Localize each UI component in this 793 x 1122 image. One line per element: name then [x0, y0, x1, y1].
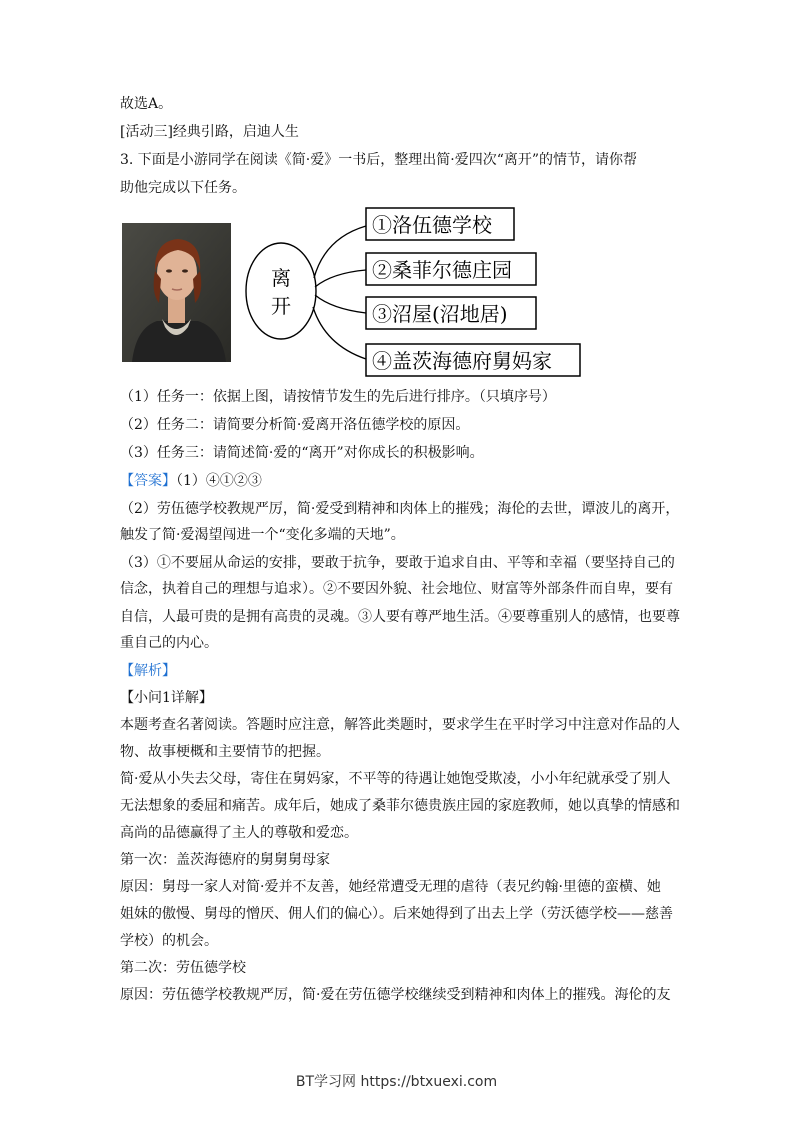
analysis-subhead: 第一次：盖茨海德府的舅舅舅母家: [120, 852, 330, 868]
center-label-top: 离: [271, 266, 291, 290]
text-line: 故选A。: [120, 96, 173, 112]
answer-text: 自信，人最可贵的是拥有高贵的灵魂。③人要有尊严地生活。④要尊重别人的感情，也要尊: [120, 609, 680, 625]
answer-text: （2）劳伍德学校教规严厉，简·爱受到精神和肉体上的摧残；海伦的去世，谭波儿的离开，: [120, 501, 680, 517]
task-item: （2）任务二：请简要分析简·爱离开洛伍德学校的原因。: [120, 417, 470, 433]
activity-heading: [活动三]经典引路，启迪人生: [120, 124, 299, 140]
connector-line: [315, 295, 366, 313]
footer-watermark: BT学习网 https://btxuexi.com: [295, 1074, 498, 1090]
event-label: ④盖茨海德府舅妈家: [372, 349, 552, 373]
analysis-text: 简·爱从小失去父母，寄住在舅妈家，不平等的待遇让她饱受欺凌，小小年纪就承受了别人: [120, 771, 671, 787]
task-item: （3）任务三：请简述简·爱的“离开”对你成长的积极影响。: [120, 445, 484, 461]
answer-text: （1）④①②③: [176, 473, 262, 489]
answer-text: 信念，执着自己的理想与追求）。②不要因外貌、社会地位、财富等外部条件而自卑，要有: [120, 581, 673, 597]
connector-line: [315, 270, 366, 287]
event-label: ①洛伍德学校: [372, 213, 492, 237]
analysis-text: 学校）的机会。: [120, 933, 218, 949]
event-label: ③沼屋(沼地居): [372, 302, 508, 326]
answer-tag: 【答案】: [120, 473, 176, 489]
analysis-text: 物、故事梗概和主要情节的把握。: [120, 744, 330, 760]
analysis-text: 无法想象的委屈和痛苦。成年后，她成了桑菲尔德贵族庄园的家庭教师，她以真挚的情感和: [120, 798, 680, 814]
analysis-text: 高尚的品德赢得了主人的尊敬和爱恋。: [120, 825, 358, 841]
question-text: 3. 下面是小游同学在阅读《简·爱》一书后，整理出简·爱四次“离开”的情节，请你帮: [120, 152, 638, 168]
leaving-diagram: [120, 203, 590, 381]
analysis-tag: 【解析】: [120, 663, 176, 679]
answer-line: [120, 472, 680, 490]
connector-line: [313, 307, 366, 359]
analysis-text: 姐妹的傲慢、舅母的憎厌、佣人们的偏心）。后来她得到了出去上学（劳沃德学校——慈善: [120, 906, 673, 922]
analysis-subhead: 第二次：劳伍德学校: [120, 960, 246, 976]
answer-text: （3）①不要屈从命运的安排，要敢于抗争，要敢于追求自由、平等和幸福（要坚持自己的: [120, 555, 675, 571]
answer-text: 触发了简·爱渴望闯进一个“变化多端的天地”。: [120, 527, 405, 543]
question-text: 助他完成以下任务。: [120, 180, 246, 196]
task-item: （1）任务一：依据上图，请按情节发生的先后进行排序。（只填序号）: [120, 389, 556, 405]
center-oval: [246, 243, 316, 339]
analysis-text: 原因：劳伍德学校教规严厉，简·爱在劳伍德学校继续受到精神和肉体上的摧残。海伦的友: [120, 987, 671, 1003]
answer-text: 重自己的内心。: [120, 635, 218, 651]
analysis-text: 原因：舅母一家人对简·爱并不友善，她经常遭受无理的虐待（表兄约翰·里德的蛮横、她: [120, 879, 661, 895]
analysis-text: 本题考查名著阅读。答题时应注意，解答此类题时，要求学生在平时学习中注意对作品的人: [120, 717, 680, 733]
sub-question-heading: 【小问1详解】: [120, 690, 213, 706]
connector-line: [314, 226, 366, 278]
center-label-bottom: 开: [271, 294, 291, 318]
event-label: ②桑菲尔德庄园: [372, 258, 512, 282]
